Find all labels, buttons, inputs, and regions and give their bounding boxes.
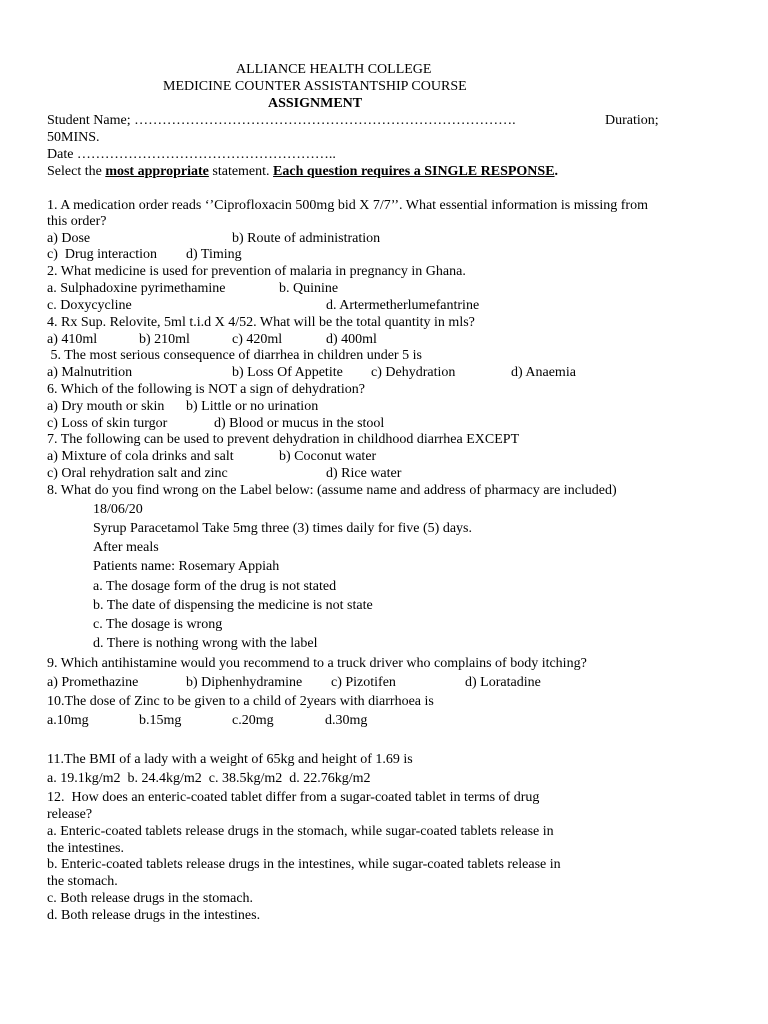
q7-option-c: c) Oral rehydration salt and zinc — [47, 466, 228, 481]
q12-option-d: d. Both release drugs in the intestines. — [47, 908, 261, 923]
q2-option-b: b. Quinine — [279, 281, 339, 296]
q2-option-c: c. Doxycycline — [47, 298, 132, 313]
label-prescription: Syrup Paracetamol Take 5mg three (3) times daily for five (5) days. — [93, 521, 472, 536]
q7-option-a: a) Mixture of cola drinks and salt — [47, 449, 234, 464]
q12-option-b: b. Enteric-coated tablets release drugs in the intestines, while sugar-coated tablets release in — [47, 857, 561, 872]
q12-option-a: a. Enteric-coated tablets release drugs in the stomach, while sugar-coated tablets release in — [47, 824, 554, 839]
q7-option-d: d) Rice water — [326, 466, 402, 481]
q1-option-d: d) Timing — [186, 247, 242, 262]
label-date: 18/06/20 — [93, 502, 143, 517]
q5-option-d: d) Anaemia — [511, 365, 576, 380]
duration-value: 50MINS. — [47, 130, 100, 145]
q9-option-d: d) Loratadine — [465, 675, 541, 690]
q10-option-c: c.20mg — [232, 713, 274, 728]
question-4: 4. Rx Sup. Relovite, 5ml t.i.d X 4/52. What will be the total quantity in mls? — [47, 315, 475, 330]
question-2: 2. What medicine is used for prevention of malaria in pregnancy in Ghana. — [47, 264, 466, 279]
q4-option-b: b) 210ml — [139, 332, 190, 347]
q11-options: a. 19.1kg/m2 b. 24.4kg/m2 c. 38.5kg/m2 d. 22.76kg/m2 — [47, 771, 371, 786]
q12-option-b-cont: the stomach. — [47, 874, 118, 889]
q10-option-b: b.15mg — [139, 713, 182, 728]
q10-option-a: a.10mg — [47, 713, 89, 728]
q6-option-a: a) Dry mouth or skin — [47, 399, 165, 414]
course-name: MEDICINE COUNTER ASSISTANTSHIP COURSE — [163, 79, 467, 94]
q1-option-b: b) Route of administration — [232, 231, 381, 246]
q2-option-d: d. Artermetherlumefantrine — [326, 298, 480, 313]
q6-option-b: b) Little or no urination — [186, 399, 319, 414]
label-after-meals: After meals — [93, 540, 159, 555]
q2-option-a: a. Sulphadoxine pyrimethamine — [47, 281, 226, 296]
instructions: Select the most appropriate statement. Each question requires a SINGLE RESPONSE. — [47, 164, 559, 179]
q9-option-a: a) Promethazine — [47, 675, 139, 690]
page-title: ASSIGNMENT — [268, 96, 363, 111]
question-11: 11.The BMI of a lady with a weight of 65kg and height of 1.69 is — [47, 752, 413, 767]
q4-option-c: c) 420ml — [232, 332, 283, 347]
q8-option-b: b. The date of dispensing the medicine is not state — [93, 598, 373, 613]
question-12-cont: release? — [47, 807, 93, 822]
question-8: 8. What do you find wrong on the Label below: (assume name and address of pharmacy are included) — [47, 483, 617, 498]
q9-option-b: b) Diphenhydramine — [186, 675, 303, 690]
q12-option-c: c. Both release drugs in the stomach. — [47, 891, 254, 906]
student-name-line: Student Name; ………………………………………………………………………. — [47, 113, 516, 128]
q10-option-d: d.30mg — [325, 713, 368, 728]
q5-option-b: b) Loss Of Appetite — [232, 365, 343, 380]
question-9: 9. Which antihistamine would you recommend to a truck driver who complains of body itching? — [47, 656, 587, 671]
q4-option-a: a) 410ml — [47, 332, 98, 347]
q8-option-a: a. The dosage form of the drug is not stated — [93, 579, 337, 594]
q8-option-d: d. There is nothing wrong with the label — [93, 636, 318, 651]
q8-option-c: c. The dosage is wrong — [93, 617, 223, 632]
q6-option-c: c) Loss of skin turgor — [47, 416, 168, 431]
question-1-cont: this order? — [47, 214, 107, 229]
question-1: 1. A medication order reads ‘’Ciprofloxacin 500mg bid X 7/7’’. What essential information is missing from — [47, 198, 648, 213]
question-7: 7. The following can be used to prevent dehydration in childhood diarrhea EXCEPT — [47, 432, 520, 447]
label-patient-name: Patients name: Rosemary Appiah — [93, 559, 280, 574]
q9-option-c: c) Pizotifen — [331, 675, 396, 690]
duration-label: Duration; — [605, 113, 659, 128]
q1-option-c: c) Drug interaction — [47, 247, 158, 262]
q6-option-d: d) Blood or mucus in the stool — [214, 416, 385, 431]
q12-option-a-cont: the intestines. — [47, 841, 124, 856]
q4-option-d: d) 400ml — [326, 332, 377, 347]
q7-option-b: b) Coconut water — [279, 449, 377, 464]
q1-option-a: a) Dose — [47, 231, 91, 246]
college-name: ALLIANCE HEALTH COLLEGE — [236, 62, 432, 77]
q5-option-c: c) Dehydration — [371, 365, 456, 380]
question-6: 6. Which of the following is NOT a sign of dehydration? — [47, 382, 365, 397]
q5-option-a: a) Malnutrition — [47, 365, 133, 380]
question-5: 5. The most serious consequence of diarrhea in children under 5 is — [47, 348, 422, 363]
date-line: Date ……………………………………………….. — [47, 147, 336, 162]
question-10: 10.The dose of Zinc to be given to a child of 2years with diarrhoea is — [47, 694, 434, 709]
question-12: 12. How does an enteric-coated tablet differ from a sugar-coated tablet in terms of drug — [47, 790, 540, 805]
